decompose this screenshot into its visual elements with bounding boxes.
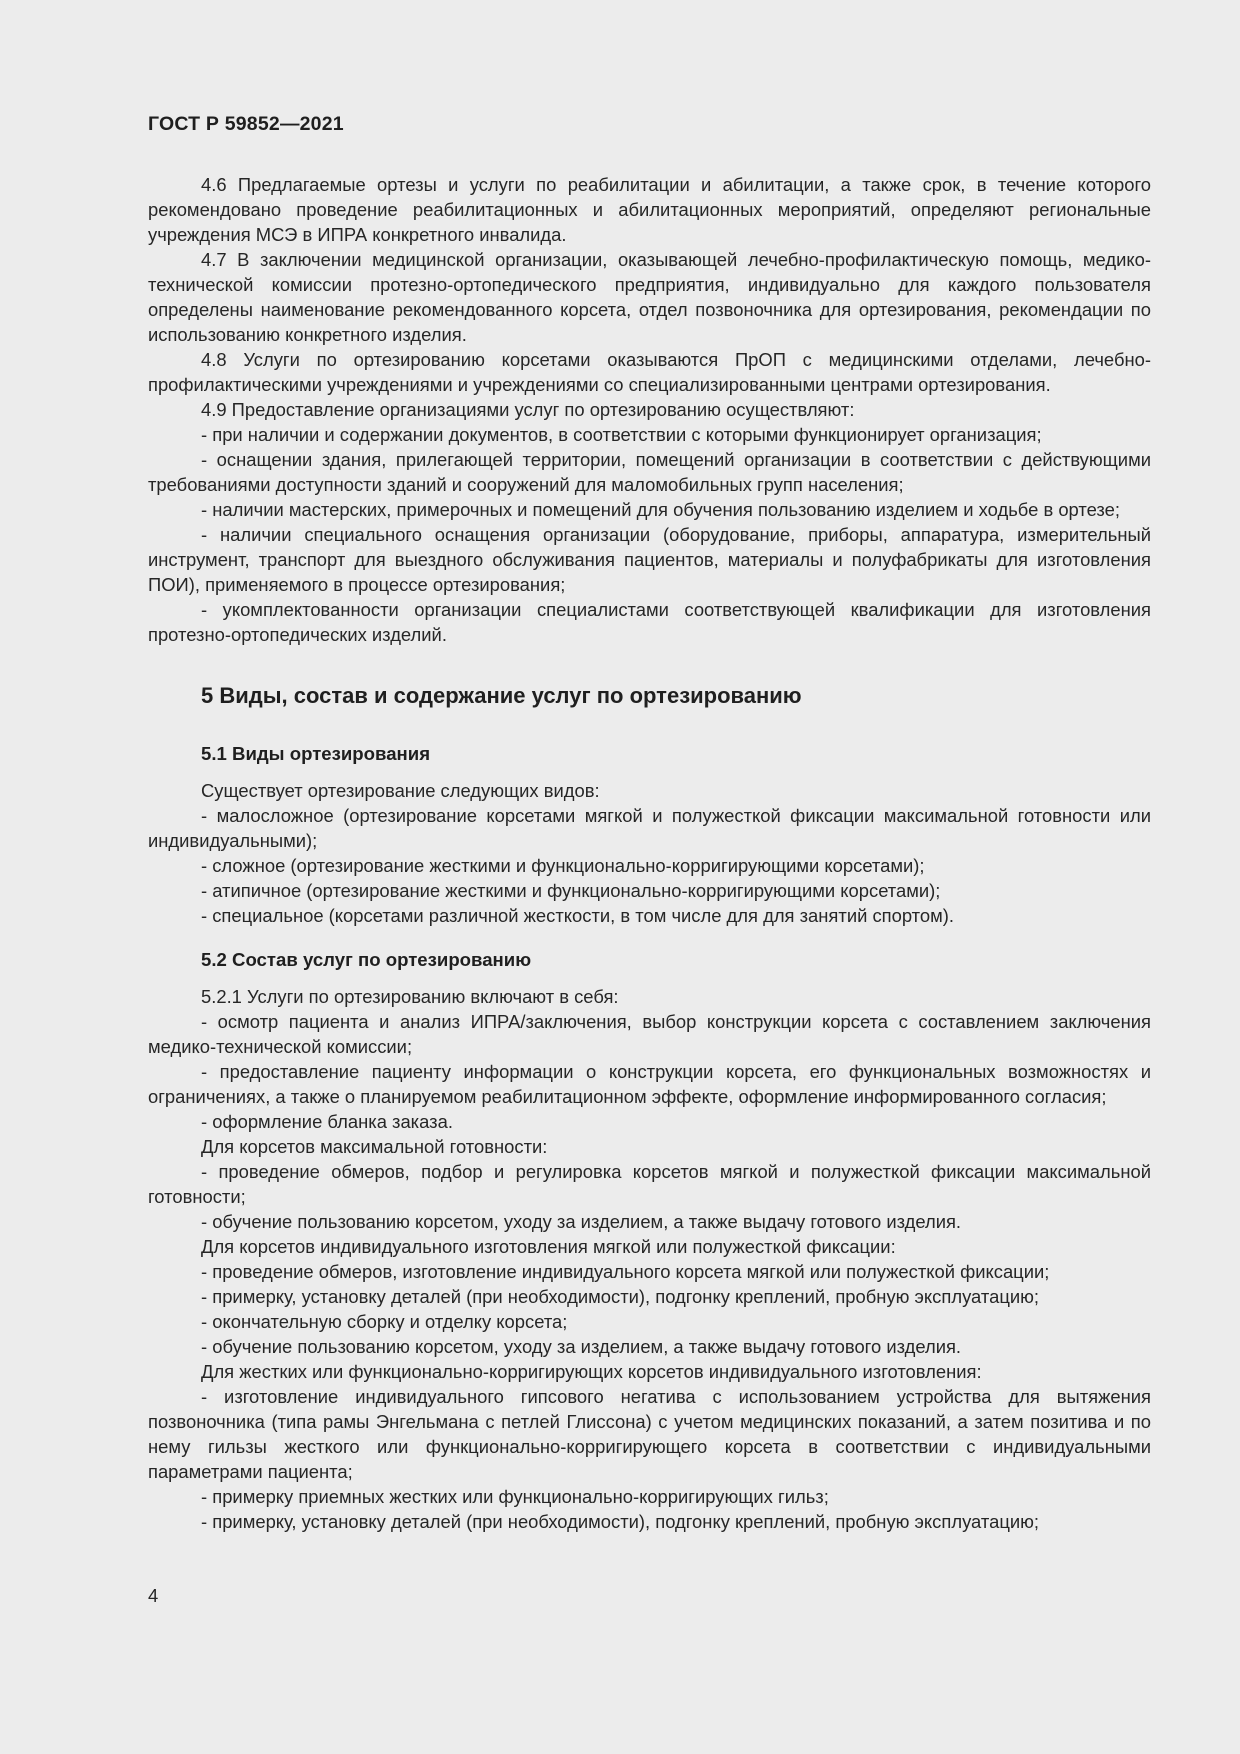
document-code-header: ГОСТ Р 59852—2021 <box>148 113 344 135</box>
clause-4-7: 4.7 В заключении медицинской организации, оказывающей лечебно-профилактическую помощь, медико-технической комиссии протезно-ортопедического предприятия, индивидуально для каждого пользователя определены наименование рекомендованного корсета, отдел позвоночника для ортезирования, рекомендации по использованию конкретного изделия. <box>148 249 1151 345</box>
list-group-intro: Для жестких или функционально-корригирующих корсетов индивидуального изготовления: <box>201 1361 982 1382</box>
subsection-5-2-body <box>148 984 1151 1534</box>
list-item: - примерку приемных жестких или функционально-корригирующих гильз; <box>201 1486 829 1507</box>
list-item: - осмотр пациента и анализ ИПРА/заключения, выбор конструкции корсета с составлением заключения медико-технической комиссии; <box>148 1011 1151 1057</box>
list-item: - окончательную сборку и отделку корсета; <box>201 1311 568 1332</box>
list-intro: Существует ортезирование следующих видов: <box>201 780 600 801</box>
list-item: - сложное (ортезирование жесткими и функционально-корригирующими корсетами); <box>201 855 925 876</box>
list-item: - примерку, установку деталей (при необходимости), подгонку креплений, пробную эксплуатацию; <box>201 1286 1040 1307</box>
list-group-intro: Для корсетов индивидуального изготовления мягкой или полужесткой фиксации: <box>201 1236 896 1257</box>
clause-4-9: 4.9 Предоставление организациями услуг по ортезированию осуществляют: <box>201 399 855 420</box>
list-item: - проведение обмеров, подбор и регулировка корсетов мягкой и полужесткой фиксации максимальной готовности; <box>148 1161 1151 1207</box>
list-item: - наличии мастерских, примерочных и помещений для обучения пользованию изделием и ходьбе в ортезе; <box>201 499 1120 520</box>
clause-4-8: 4.8 Услуги по ортезированию корсетами оказываются ПрОП с медицинскими отделами, лечебно-профилактическими учреждениями и учреждениями со специализированными центрами ортезирования. <box>148 349 1151 395</box>
list-item: - примерку, установку деталей (при необходимости), подгонку креплений, пробную эксплуатацию; <box>201 1511 1040 1532</box>
list-item: - малосложное (ортезирование корсетами мягкой и полужесткой фиксации максимальной готовности или индивидуальными); <box>148 805 1151 851</box>
list-item: - специальное (корсетами различной жесткости, в том числе для для занятий спортом). <box>201 905 955 926</box>
list-item: - атипичное (ортезирование жесткими и функционально-корригирующими корсетами); <box>201 880 941 901</box>
list-item: - оформление бланка заказа. <box>201 1111 453 1132</box>
clause-5-2-1: 5.2.1 Услуги по ортезированию включают в себя: <box>201 986 619 1007</box>
subsection-5-1-body <box>148 778 1151 928</box>
list-item: - при наличии и содержании документов, в соответствии с которыми функционирует организация; <box>201 424 1042 445</box>
document-body <box>148 172 1151 1534</box>
list-group-intro: Для корсетов максимальной готовности: <box>201 1136 548 1157</box>
list-item: - наличии специального оснащения организации (оборудование, приборы, аппаратура, измерительный инструмент, транспорт для выездного обслуживания пациентов, материалы и полуфабрикаты для изготовления ПОИ), применяемого в процессе ортезирования; <box>148 524 1151 595</box>
list-item: - обучение пользованию корсетом, уходу за изделием, а также выдачу готового изделия. <box>201 1211 962 1232</box>
clause-4-6: 4.6 Предлагаемые ортезы и услуги по реабилитации и абилитации, а также срок, в течение которого рекомендовано проведение реабилитационных и абилитационных мероприятий, определяют региональные учреждения МСЭ в ИПРА конкретного инвалида. <box>148 174 1151 245</box>
section-5-heading: 5 Виды, состав и содержание услуг по ортезированию <box>201 683 802 708</box>
section-4-clauses <box>148 172 1151 647</box>
list-item: - проведение обмеров, изготовление индивидуального корсета мягкой или полужесткой фиксации; <box>201 1261 1050 1282</box>
list-item: - изготовление индивидуального гипсового негатива с использованием устройства для вытяжения позвоночника (типа рамы Энгельмана с петлей Глиссона) с учетом медицинских показаний, а затем позитива и по нему гильзы жесткого или функционально-корригирующего корсета в соответствии с индивидуальными параметрами пациента; <box>148 1386 1151 1482</box>
page-number: 4 <box>148 1585 159 1606</box>
subsection-5-2-heading: 5.2 Состав услуг по ортезированию <box>201 949 532 970</box>
subsection-5-1-heading: 5.1 Виды ортезирования <box>201 743 431 764</box>
list-item: - предоставление пациенту информации о конструкции корсета, его функциональных возможностях и ограничениях, а также о планируемом реабилитационном эффекте, оформление информированного согласия; <box>148 1061 1151 1107</box>
list-item: - обучение пользованию корсетом, уходу за изделием, а также выдачу готового изделия. <box>201 1336 962 1357</box>
list-item: - оснащении здания, прилегающей территории, помещений организации в соответствии с действующими требованиями доступности зданий и сооружений для маломобильных групп населения; <box>148 449 1151 495</box>
list-item: - укомплектованности организации специалистами соответствующей квалификации для изготовления протезно-ортопедических изделий. <box>148 599 1151 645</box>
